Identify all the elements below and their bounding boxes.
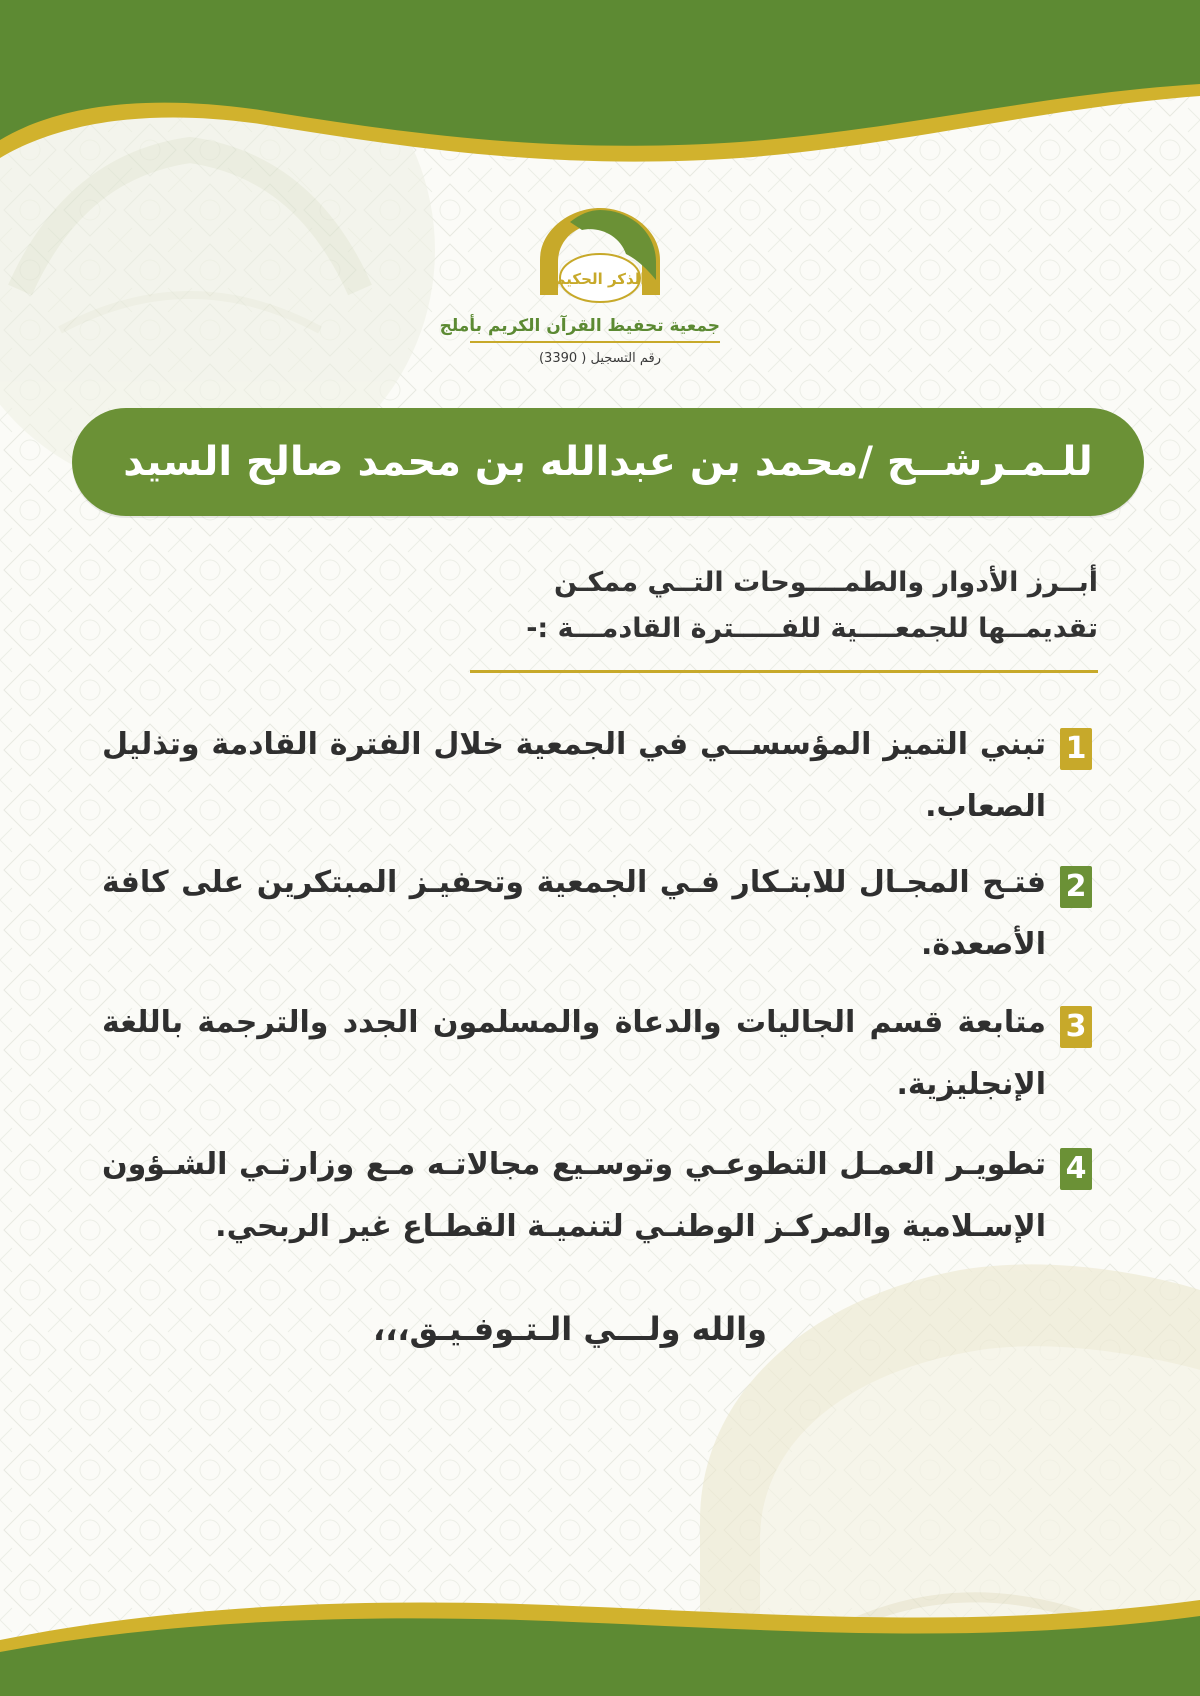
goal-text: تطويـر العمـل التطوعـي وتوسـيع مجالاتـه مـع وزارتـي الشـؤون الإسـلامية والمركـز الوطنـي لتنميـة القطـاع غير الربحي.	[102, 1147, 1046, 1244]
goal-text: فتـح المجـال للابتـكار فـي الجمعية وتحفيـز المبتكرين على كافة الأصعدة.	[102, 865, 1046, 962]
organization-name: جمعية تحفيظ القرآن الكريم بأملج	[439, 316, 720, 336]
intro-line-1: أبــرز الأدوار والطمــــوحات التــي ممكـن	[554, 567, 1098, 598]
intro-heading	[458, 560, 1098, 652]
goal-item-2	[102, 852, 1092, 976]
intro-line-2: تقديمــها للجمعــــية للفـــــترة القادمـــة :-	[526, 613, 1098, 644]
registration-number: رقم التسجيل ( 3390)	[538, 351, 662, 366]
closing-phrase: والله ولـــي الـتـوفـيـق،،،	[373, 1310, 767, 1348]
logo-emblem-icon	[530, 200, 670, 310]
goal-item-1	[102, 714, 1092, 838]
goal-item-3	[102, 992, 1092, 1116]
candidate-banner	[72, 408, 1144, 516]
candidate-name: للـمـرشــح /محمد بن عبدالله بن محمد صالح السيد	[123, 439, 1093, 485]
logo-calligraphy: الذكر الحكيم	[554, 270, 646, 288]
organization-divider	[470, 341, 720, 343]
goal-number-badge: 2	[1060, 866, 1092, 908]
goal-text: متابعة قسم الجاليات والدعاة والمسلمون الجدد والترجمة باللغة الإنجليزية.	[102, 1005, 1046, 1102]
goal-number-badge: 4	[1060, 1148, 1092, 1190]
goal-number-badge: 1	[1060, 728, 1092, 770]
intro-divider	[470, 670, 1098, 673]
goal-number-badge: 3	[1060, 1006, 1092, 1048]
goal-item-4	[102, 1134, 1092, 1258]
goal-text: تبني التميز المؤسســي في الجمعية خلال الفترة القادمة وتذليل الصعاب.	[102, 727, 1046, 824]
organization-logo	[439, 200, 720, 366]
